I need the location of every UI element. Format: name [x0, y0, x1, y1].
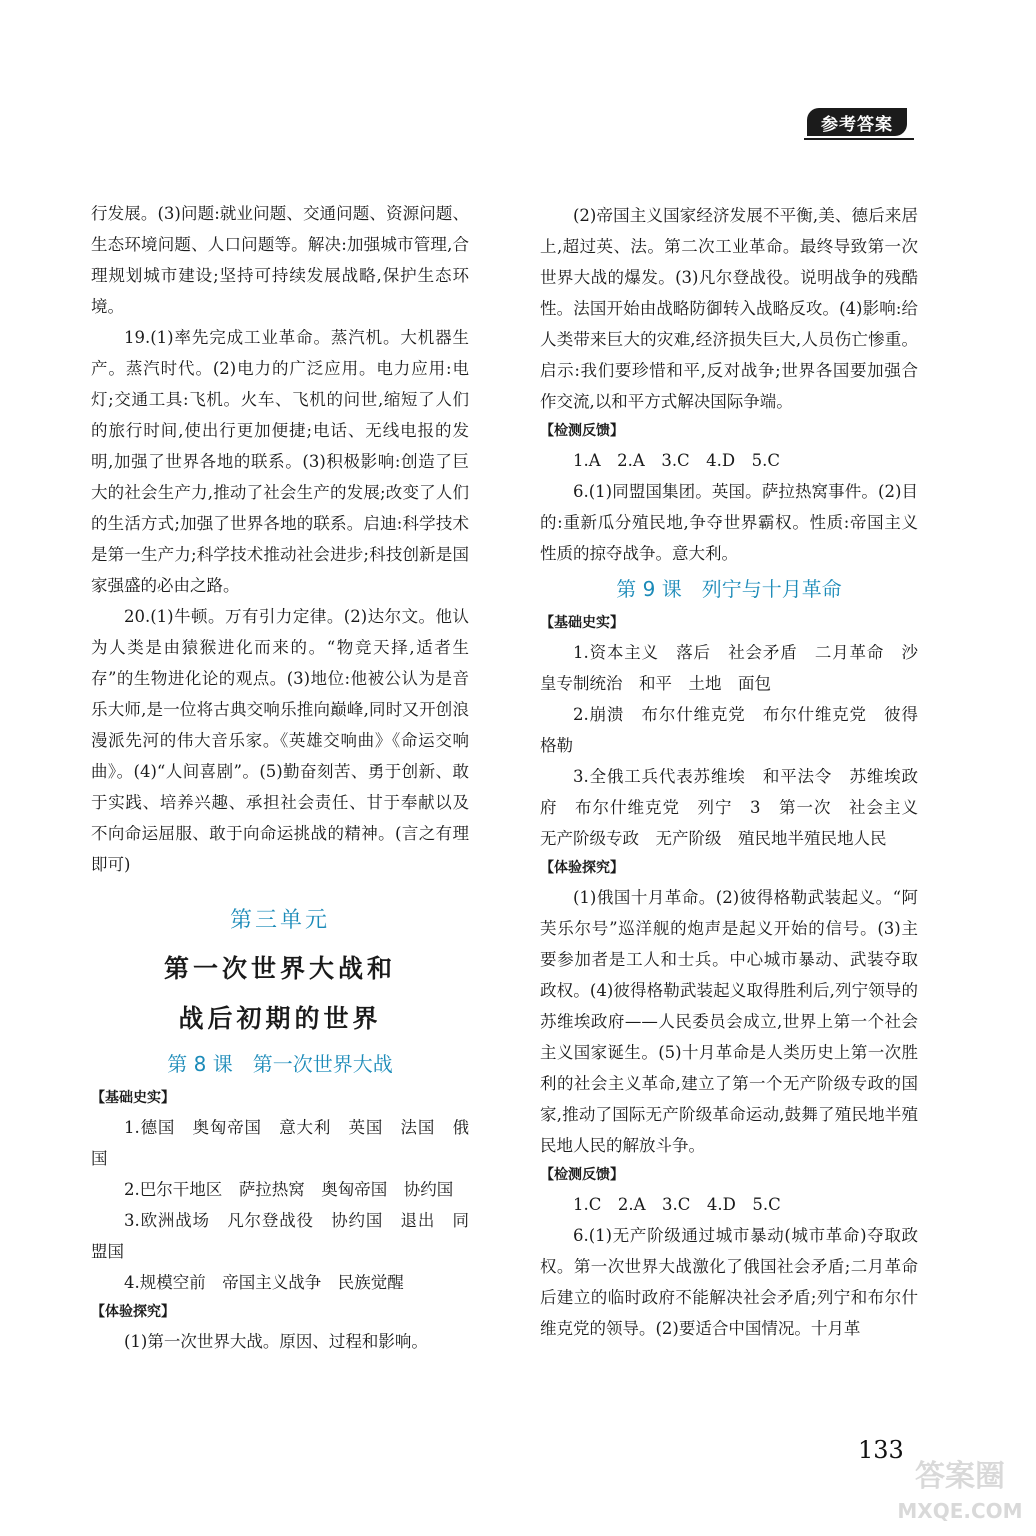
header-rule: [804, 138, 914, 140]
unit-title-line-1: 第一次世界大战和: [163, 954, 396, 983]
section-tag-basic-9: 【基础史实】: [540, 615, 624, 631]
answer-key-badge: [807, 108, 907, 136]
section-tag-basic: 【基础史实】: [91, 1090, 175, 1106]
basic-2: 2.巴尔干地区 萨拉热窝 奥匈帝国 协约国: [124, 1180, 454, 1199]
unit-title-line-2: 战后初期的世界: [178, 1004, 382, 1033]
section-tag-check-9: 【检测反馈】: [540, 1167, 624, 1183]
answer-20: 20.(1)牛顿。万有引力定律。(2)达尔文。他认为人类是由猿猴进化而来的。“物竞天择,适者生存”的生物进化论的观点。(3)地位:他被公认为是音乐大师,是一位将古典交响乐推向巅峰,同时又开创浪漫派先河的伟大音乐家。《英雄交响曲》《命运交响曲》。(4)“人间喜剧”。(5)勤奋刻苦、勇于创新、敢于实践、培养兴趣、承担社会责任、甘于奉献以及不向命运屈服、敢于向命运挑战的精神。(言之有理即可): [91, 607, 469, 874]
lesson-8-title: 第 8 课 第一次世界大战: [167, 1052, 393, 1076]
basic-9-3: 3.全俄工兵代表苏维埃 和平法令 苏维埃政府 布尔什维克党 列宁 3 第一次 社会主义 无产阶级专政 无产阶级 殖民地半殖民地人民: [540, 767, 935, 848]
page-number: 133: [858, 1436, 904, 1464]
basic-3: 3.欧洲战场 凡尔登战役 协约国 退出 同盟国: [91, 1211, 469, 1261]
section-tag-check: 【检测反馈】: [540, 423, 624, 439]
right-column: [540, 200, 935, 1344]
unit-label: 第三单元: [229, 908, 330, 933]
explore-9: (1)俄国十月革命。(2)彼得格勒武装起义。“阿芙乐尔号”巡洋舰的炮声是起义开始的信号。(3)主要参加者是工人和士兵。中心城市暴动、武装夺取政权。(4)彼得格勒武装起义取得胜利后,列宁领导的苏维埃政府——人民委员会成立,世界上第一个社会主义国家诞生。(5)十月革命是人类历史上第一次胜利的社会主义革命,建立了第一个无产阶级专政的国家,推动了国际无产阶级革命运动,鼓舞了殖民地半殖民地人民的解放斗争。: [540, 888, 918, 1155]
explore-1: (1)第一次世界大战。原因、过程和影响。: [124, 1332, 428, 1351]
watermark-logo: [890, 1448, 1030, 1528]
basic-9-2: 2.崩溃 布尔什维克党 布尔什维克党 彼得格勒: [540, 705, 918, 755]
check-9-choices: 1.C 2.A 3.C 4.D 5.C: [573, 1195, 781, 1214]
section-tag-explore: 【体验探究】: [91, 1304, 175, 1320]
basic-4: 4.规模空前 帝国主义战争 民族觉醒: [124, 1273, 404, 1292]
left-paragraph-continued: 行发展。(3)问题:就业问题、交通问题、资源问题、生态环境问题、人口问题等。解决:加强城市管理,合理规划城市建设;坚持可持续发展战略,保护生态环境。: [91, 204, 469, 316]
basic-9-1: 1.资本主义 落后 社会矛盾 二月革命 沙皇专制统治 和平 土地 面包: [540, 643, 918, 693]
left-column: [91, 198, 469, 1357]
watermark-text-1: 答案圈: [915, 1459, 1005, 1494]
basic-1: 1.德国 奥匈帝国 意大利 英国 法国 俄国: [91, 1118, 469, 1168]
section-tag-explore-9: 【体验探究】: [540, 860, 624, 876]
badge-label: 参考答案: [821, 114, 893, 135]
watermark-text-2: MXQE.COM: [897, 1499, 1023, 1523]
explore-answer-continued: (2)帝国主义国家经济发展不平衡,美、德后来居上,超过英、法。第二次工业革命。最终导致第一次世界大战的爆发。(3)凡尔登战役。说明战争的残酷性。法国开始由战略防御转入战略反攻。(4)影响:给人类带来巨大的灾难,经济损失巨大,人员伤亡惨重。启示:我们要珍惜和平,反对战争;世界各国要加强合作交流,以和平方式解决国际争端。: [540, 206, 918, 411]
check-6: 6.(1)同盟国集团。英国。萨拉热窝事件。(2)目的:重新瓜分殖民地,争夺世界霸权。性质:帝国主义性质的掠夺战争。意大利。: [540, 482, 918, 563]
check-choices: 1.A 2.A 3.C 4.D 5.C: [573, 451, 781, 470]
lesson-9-title: 第 9 课 列宁与十月革命: [616, 577, 842, 601]
check-9-6: 6.(1)无产阶级通过城市暴动(城市革命)夺取政权。第一次世界大战激化了俄国社会矛盾;二月革命后建立的临时政府不能解决社会矛盾;列宁和布尔什维克党的领导。(2)要适合中国情况。十月革: [540, 1226, 918, 1338]
answer-19: 19.(1)率先完成工业革命。蒸汽机。大机器生产。蒸汽时代。(2)电力的广泛应用。电力应用:电灯;交通工具:飞机。火车、飞机的问世,缩短了人们的旅行时间,使出行更加便捷;电话、无线电报的发明,加强了世界各地的联系。(3)积极影响:创造了巨大的社会生产力,推动了社会生产的发展;改变了人们的生活方式;加强了世界各地的联系。启迪:科学技术是第一生产力;科学技术推动社会进步;科技创新是国家强盛的必由之路。: [91, 328, 469, 595]
